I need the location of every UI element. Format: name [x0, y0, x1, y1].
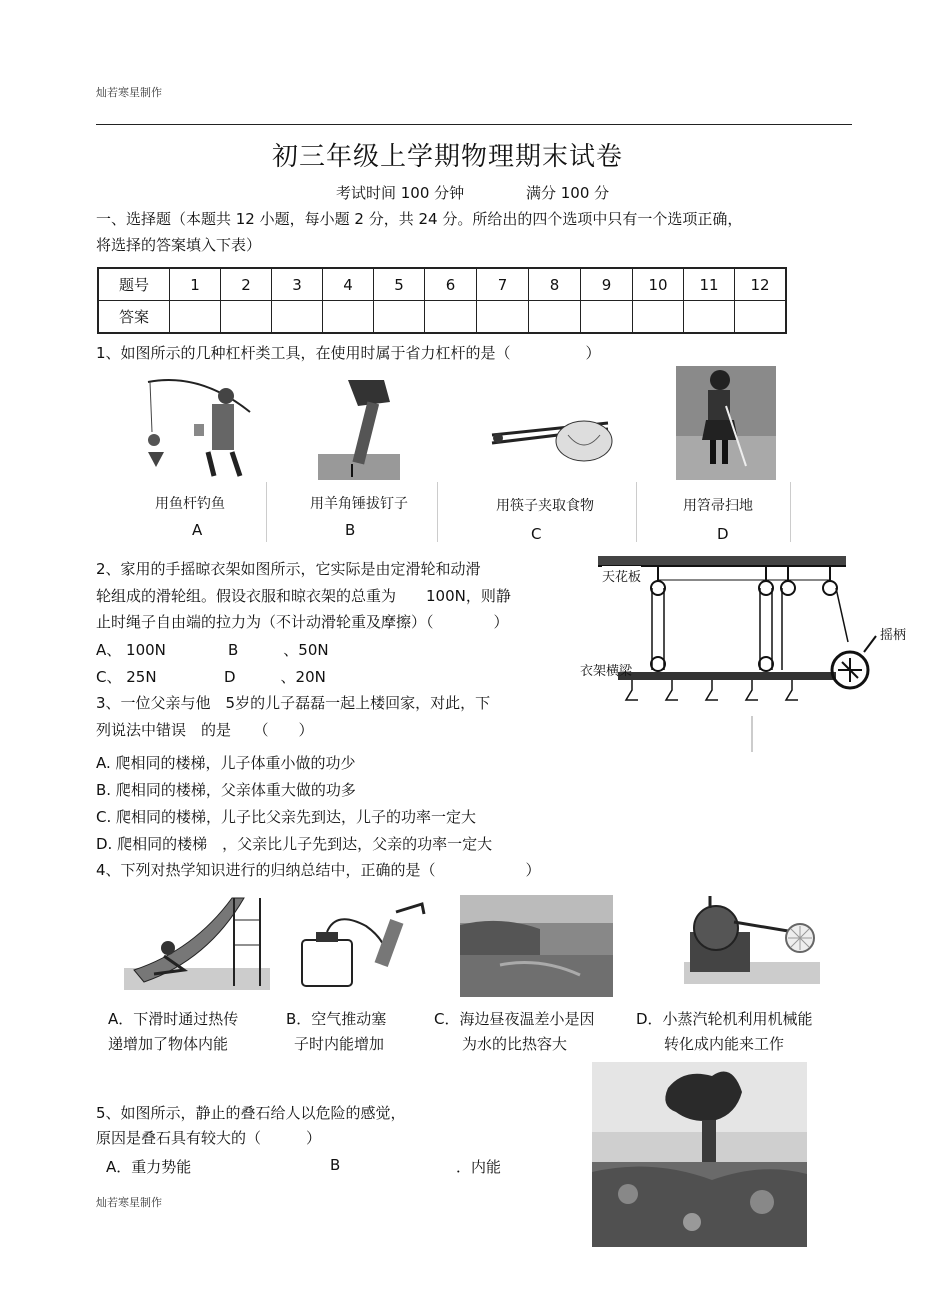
q3-option-a: A. 爬相同的楼梯，儿子体重小做的功少 [96, 754, 356, 772]
table-cell-number: 5 [374, 268, 425, 301]
table-cell-number: 6 [425, 268, 477, 301]
q4-stem: 4、下列对热学知识进行的归纳总结中，正确的是（ ） [96, 861, 541, 879]
q2-option-d: D 、20N [224, 668, 326, 686]
q2-line3: 止时绳子自由端的拉力为（不计动滑轮重及摩擦）（ ） [96, 613, 509, 631]
exam-score: 满分 100 分 [526, 184, 610, 202]
q4-option-b-line2: 子时内能增加 [294, 1035, 385, 1053]
balanced-rocks-figure [592, 1062, 807, 1247]
chopsticks-figure [488, 405, 623, 467]
table-cell-number: 7 [477, 268, 529, 301]
q1-option-c-letter: C [531, 525, 542, 543]
q4-option-b-line1: B．空气推动塞 [286, 1010, 387, 1028]
answer-table-number-row [98, 268, 786, 301]
q4-option-c-line2: 为水的比热容大 [462, 1035, 568, 1053]
answer-cell[interactable] [323, 301, 374, 334]
fishing-figure [140, 372, 270, 482]
q2-option-c: C、 25N [96, 668, 157, 686]
q4-option-d-line2: 转化成内能来工作 [664, 1035, 785, 1053]
q1-option-a-caption: 用鱼杆钓鱼 [155, 496, 225, 512]
divider [790, 482, 791, 542]
answer-cell[interactable] [272, 301, 323, 334]
q1-option-d-caption: 用笤帚扫地 [683, 498, 753, 514]
q3-option-d: D. 爬相同的楼梯 ，父亲比儿子先到达，父亲的功率一定大 [96, 835, 493, 853]
answer-cell[interactable] [633, 301, 684, 334]
row-label-answer: 答案 [98, 301, 170, 334]
answer-cell[interactable] [425, 301, 477, 334]
page-title: 初三年级上学期物理期末试卷 [272, 142, 624, 172]
q4-option-d-line1: D．小蒸汽轮机利用机械能 [636, 1010, 813, 1028]
q3-line1: 3、一位父亲与他 5岁的儿子磊磊一起上楼回家，对此，下 [96, 694, 491, 712]
answer-table [97, 267, 787, 334]
q2-line2: 轮组成的滑轮组。假设衣服和晾衣架的总重为 100N，则静 [96, 587, 511, 605]
q5-line2: 原因是叠石具有较大的（ ） [96, 1129, 322, 1147]
divider [266, 482, 267, 542]
q4-option-a-line1: A．下滑时通过热传 [108, 1010, 239, 1028]
q1-stem: 1、如图所示的几种杠杆类工具，在使用时属于省力杠杆的是（ ） [96, 344, 601, 362]
answer-cell[interactable] [581, 301, 633, 334]
q3-option-c: C. 爬相同的楼梯，儿子比父亲先到达，儿子的功率一定大 [96, 808, 477, 826]
seaside-figure [460, 895, 613, 997]
table-cell-number: 12 [735, 268, 787, 301]
q1-option-a-letter: A [192, 521, 203, 539]
answer-cell[interactable] [529, 301, 581, 334]
row-label-number: 题号 [98, 268, 170, 301]
crank-label: 摇柄 [880, 628, 907, 643]
divider [437, 482, 438, 542]
exam-time: 考试时间 100 分钟 [336, 184, 465, 202]
divider [636, 482, 637, 542]
q5-line1: 5、如图所示，静止的叠石给人以危险的感觉， [96, 1104, 406, 1122]
ceiling-label: 天花板 [602, 566, 641, 585]
slide-figure [124, 890, 270, 990]
header-rule [96, 124, 852, 125]
answer-cell[interactable] [374, 301, 425, 334]
q1-option-d-letter: D [717, 525, 729, 543]
table-cell-number: 9 [581, 268, 633, 301]
table-cell-number: 4 [323, 268, 374, 301]
section1-intro-line2: 将选择的答案填入下表） [96, 236, 262, 254]
q1-option-c-caption: 用筷子夹取食物 [496, 498, 594, 514]
beam-label: 衣架横梁 [580, 664, 633, 679]
answer-cell[interactable] [735, 301, 787, 334]
table-cell-number: 3 [272, 268, 323, 301]
q5-option-a: A．重力势能 [106, 1158, 192, 1176]
air-pump-figure [296, 900, 436, 990]
answer-cell[interactable] [684, 301, 735, 334]
q4-option-a-line2: 递增加了物体内能 [108, 1035, 229, 1053]
answer-cell[interactable] [477, 301, 529, 334]
q3-option-b: B. 爬相同的楼梯，父亲体重大做的功多 [96, 781, 356, 799]
q2-option-b: B 、50N [228, 641, 329, 659]
q1-option-b-letter: B [345, 521, 356, 539]
q2-line1: 2、家用的手摇晾衣架如图所示，它实际是由定滑轮和动滑 [96, 560, 481, 578]
steam-turbine-figure [684, 892, 824, 990]
q3-line2: 列说法中错误 的是 （ ） [96, 721, 314, 739]
claw-hammer-figure [318, 372, 400, 480]
q1-option-b-caption: 用羊角锤拔钉子 [310, 496, 408, 512]
header-watermark: 灿若寒星制作 [96, 86, 162, 99]
q5-option-b-text: ．内能 [456, 1158, 502, 1176]
q5-option-b: B [330, 1156, 341, 1174]
answer-cell[interactable] [221, 301, 272, 334]
q2-option-a: A、 100N [96, 641, 166, 659]
table-cell-number: 11 [684, 268, 735, 301]
q4-option-c-line1: C．海边昼夜温差小是因 [434, 1010, 595, 1028]
table-cell-number: 10 [633, 268, 684, 301]
table-cell-number: 2 [221, 268, 272, 301]
table-cell-number: 8 [529, 268, 581, 301]
answer-table-answer-row [98, 301, 786, 334]
table-cell-number: 1 [170, 268, 221, 301]
answer-cell[interactable] [170, 301, 221, 334]
section1-intro-line1: 一、选择题（本题共 12 小题，每小题 2 分，共 24 分。所给出的四个选项中只有一个选项正确， [96, 210, 743, 228]
footer-watermark: 灿若寒星制作 [96, 1196, 162, 1209]
broom-figure [676, 366, 776, 480]
